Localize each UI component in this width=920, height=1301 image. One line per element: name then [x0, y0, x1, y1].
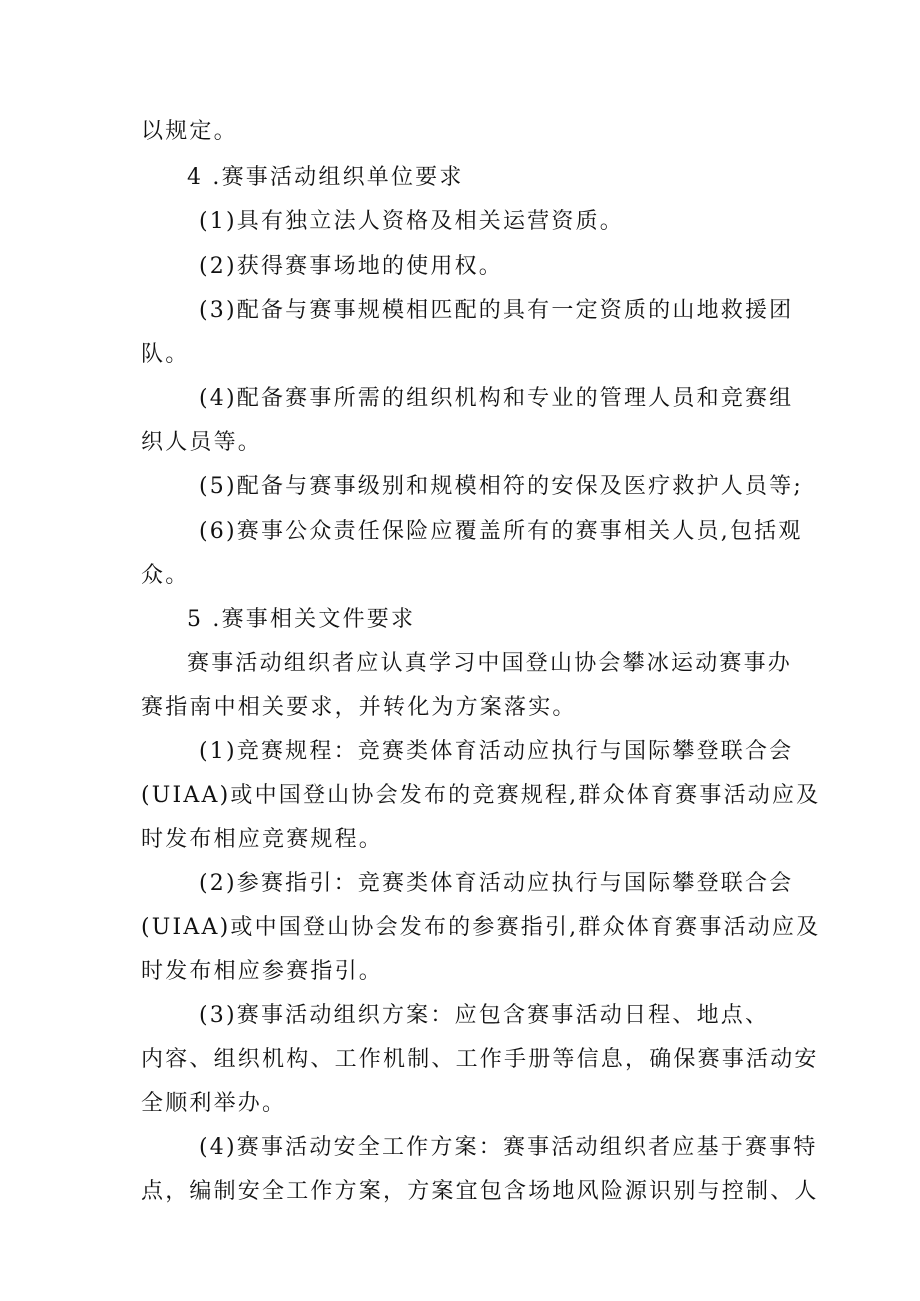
text-line: 时发布相应参赛指引。: [141, 959, 384, 984]
section-heading: 4 .赛事活动组织单位要求: [187, 165, 464, 190]
list-item: (3)配备与赛事规模相匹配的具有一定资质的山地救援团: [199, 298, 794, 323]
text-line: 点，编制安全工作方案，方案宜包含场地风险源识别与控制、人: [141, 1179, 819, 1204]
list-item: (3)赛事活动组织方案：应包含赛事活动日程、地点、: [199, 1003, 770, 1028]
list-item: (1)竞赛规程：竞赛类体育活动应执行与国际攀登联合会: [199, 739, 794, 764]
list-item: (2)获得赛事场地的使用权。: [199, 254, 503, 279]
list-item: (2)参赛指引：竞赛类体育活动应执行与国际攀登联合会: [199, 871, 794, 896]
text-line: (UIAA)或中国登山协会发布的竞赛规程,群众体育赛事活动应及: [141, 783, 821, 808]
text-line: (UIAA)或中国登山协会发布的参赛指引,群众体育赛事活动应及: [141, 915, 821, 940]
list-item: (4)赛事活动安全工作方案：赛事活动组织者应基于赛事特: [199, 1135, 818, 1160]
paragraph-line: 赛事活动组织者应认真学习中国登山协会攀冰运动赛事办: [187, 651, 793, 676]
text-line: 以规定。: [141, 119, 238, 144]
list-item: (4)配备赛事所需的组织机构和专业的管理人员和竞赛组: [199, 386, 794, 411]
text-line: 全顺利举办。: [141, 1091, 287, 1116]
list-item: (5)配备与赛事级别和规模相符的安保及医疗救护人员等;: [199, 474, 803, 499]
list-item: (1)具有独立法人资格及相关运营资质。: [199, 209, 624, 234]
text-line: 众。: [141, 563, 190, 588]
text-line: 赛指南中相关要求，并转化为方案落实。: [141, 695, 577, 720]
text-line: 内容、组织机构、工作机制、工作手册等信息，确保赛事活动安: [141, 1047, 819, 1072]
text-line: 织人员等。: [141, 430, 263, 455]
text-line: 时发布相应竞赛规程。: [141, 827, 384, 852]
section-heading: 5 .赛事相关文件要求: [187, 607, 416, 632]
list-item: (6)赛事公众责任保险应覆盖所有的赛事相关人员,包括观: [199, 519, 803, 544]
text-line: 队。: [141, 342, 190, 367]
